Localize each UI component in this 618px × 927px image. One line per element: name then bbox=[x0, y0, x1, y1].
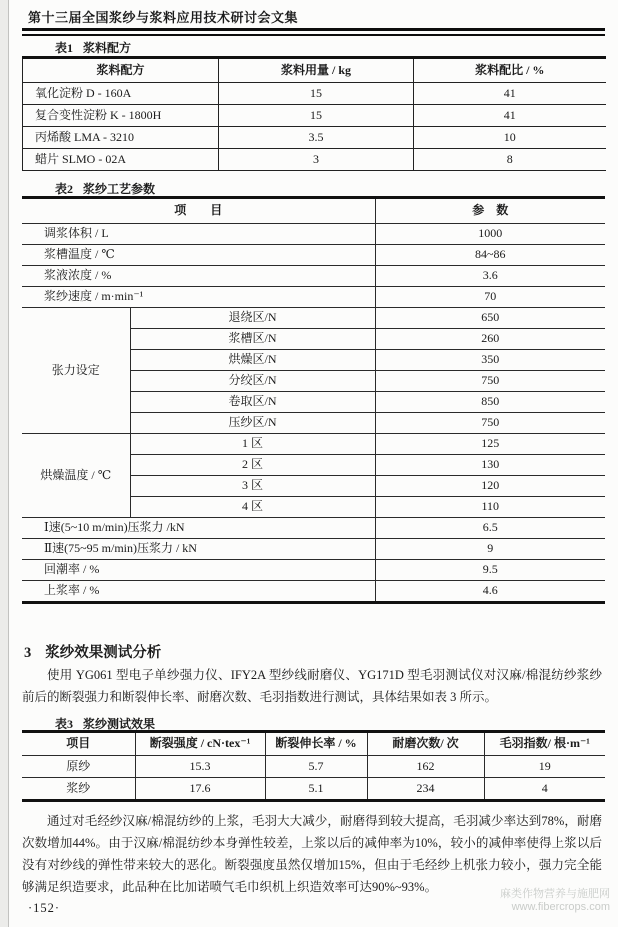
table2-item-cell: 浆液浓度 / % bbox=[22, 266, 375, 287]
table2-value-cell: 650 bbox=[375, 308, 605, 329]
section-title: 浆纱效果测试分析 bbox=[45, 645, 162, 661]
table2-group-label: 张力设定 bbox=[22, 308, 130, 434]
table2-subitem-cell: 卷取区/N bbox=[130, 392, 375, 413]
table2-subitem-cell: 压纱区/N bbox=[130, 413, 375, 434]
table-row bbox=[23, 58, 606, 83]
table2-caption-number: 表2 bbox=[55, 182, 74, 196]
table2-caption bbox=[55, 180, 155, 197]
table3-cell: 162 bbox=[367, 756, 484, 778]
table3-header-cell: 断裂伸长率 / % bbox=[265, 732, 367, 756]
test-results-table bbox=[22, 730, 605, 802]
table1-caption bbox=[55, 39, 131, 56]
table1-cell: 氧化淀粉 D - 160A bbox=[23, 83, 219, 105]
table2-caption-title: 浆纱工艺参数 bbox=[83, 182, 156, 196]
table2-subitem-cell: 烘燥区/N bbox=[130, 350, 375, 371]
table-row bbox=[22, 266, 605, 287]
table-row bbox=[22, 308, 605, 329]
table1-cell: 41 bbox=[414, 105, 606, 127]
table-row bbox=[23, 127, 606, 149]
section-heading bbox=[24, 641, 161, 662]
table2-item-cell: 回潮率 / % bbox=[22, 560, 375, 581]
table1-cell: 41 bbox=[414, 83, 606, 105]
table2-value-cell: 110 bbox=[375, 497, 605, 518]
table2-item-cell: 浆槽温度 / ℃ bbox=[22, 245, 375, 266]
table-row bbox=[23, 105, 606, 127]
page-number: ·152· bbox=[28, 901, 61, 915]
table2-value-cell: 70 bbox=[375, 287, 605, 308]
table3-cell: 5.7 bbox=[265, 756, 367, 778]
table2-header-cell: 项 目 bbox=[22, 198, 375, 224]
table3-header-cell: 耐磨次数/ 次 bbox=[367, 732, 484, 756]
table-row bbox=[22, 732, 605, 756]
watermark-site-url: www.fibercrops.com bbox=[511, 901, 610, 913]
table2-value-cell: 4.6 bbox=[375, 581, 605, 603]
table1-cell: 复合变性淀粉 K - 1800H bbox=[23, 105, 219, 127]
table2-subitem-cell: 浆槽区/N bbox=[130, 329, 375, 350]
table1-cell: 蜡片 SLMO - 02A bbox=[23, 149, 219, 171]
closing-paragraph: 通过对毛经纱汉麻/棉混纺纱的上浆，毛羽大大减少，耐磨得到较大提高，毛羽减少率达到78%，耐磨次数增加44%。由于汉麻/棉混纺纱本身弹性较差，上浆以后的减伸率为10%，较小的减伸率使得上浆以后没有对纱线的弹性带来较大的恶化。断裂强度虽然仅增加15%，但由于毛经纱上机张力较小，强力完全能够满足织造要求，此品种在比加诺喷气毛巾织机上织造效率可达90%~93%。 bbox=[22, 814, 602, 894]
table1-cell: 丙烯酸 LMA - 3210 bbox=[23, 127, 219, 149]
table3-cell: 浆纱 bbox=[66, 780, 91, 795]
table1-cell: 8 bbox=[414, 149, 606, 171]
table1-cell: 15 bbox=[219, 83, 414, 105]
section-number: 3 bbox=[24, 645, 32, 661]
table3-caption-title: 浆纱测试效果 bbox=[83, 717, 156, 731]
table3-header-cell: 断裂强度 / cN·tex⁻¹ bbox=[135, 732, 265, 756]
table-row bbox=[22, 518, 605, 539]
watermark bbox=[500, 888, 610, 914]
table1-cell: 3 bbox=[219, 149, 414, 171]
table2-item-cell: 上浆率 / % bbox=[44, 583, 100, 598]
table3-caption-number: 表3 bbox=[55, 717, 74, 731]
table2-item-cell: 调浆体积 / L bbox=[22, 224, 375, 245]
table-row bbox=[22, 224, 605, 245]
table1-cell: 10 bbox=[414, 127, 606, 149]
table1-header-cell: 浆料用量 / kg bbox=[219, 58, 414, 83]
table-row bbox=[22, 539, 605, 560]
table3-cell: 17.6 bbox=[135, 778, 265, 801]
table2-value-cell: 750 bbox=[375, 371, 605, 392]
table1-caption-number: 表1 bbox=[55, 41, 74, 55]
table2-item-cell: Ⅱ速(75~95 m/min)压浆力 / kN bbox=[22, 539, 375, 560]
table2-group-label: 烘燥温度 / ℃ bbox=[22, 434, 130, 518]
scan-edge-artifact bbox=[0, 0, 9, 927]
watermark-site-name: 麻类作物营养与施肥网 bbox=[500, 888, 610, 900]
table1-cell: 15 bbox=[219, 105, 414, 127]
process-parameters-table bbox=[22, 196, 605, 604]
table2-subitem-cell: 分绞区/N bbox=[130, 371, 375, 392]
table1-header-cell: 浆料配方 bbox=[23, 58, 219, 83]
table3-cell: 234 bbox=[367, 778, 484, 801]
table-row bbox=[22, 560, 605, 581]
section-paragraph: 使用 YG061 型电子单纱强力仪、IFY2A 型纱线耐磨仪、YG171D 型毛羽测试仪对汉麻/棉混纺纱浆纱前后的断裂强力和断裂伸长率、耐磨次数、毛羽指数进行测试，具体结果如表 3 所示。 bbox=[22, 668, 602, 704]
table-row bbox=[22, 287, 605, 308]
table3-cell: 5.1 bbox=[265, 778, 367, 801]
table2-value-cell: 120 bbox=[375, 476, 605, 497]
table2-item-cell: Ⅰ速(5~10 m/min)压浆力 /kN bbox=[22, 518, 375, 539]
table-row bbox=[22, 434, 605, 455]
table2-value-cell: 84~86 bbox=[375, 245, 605, 266]
table2-subitem-cell: 1 区 bbox=[130, 434, 375, 455]
sizing-formula-table bbox=[22, 56, 606, 171]
table2-value-cell: 130 bbox=[375, 455, 605, 476]
table3-cell: 原纱 bbox=[22, 756, 135, 778]
table-row bbox=[22, 756, 605, 778]
table1-caption-title: 浆料配方 bbox=[83, 41, 132, 55]
table2-value-cell: 9 bbox=[375, 539, 605, 560]
table3-header-cell: 毛羽指数/ 根·m⁻¹ bbox=[484, 732, 605, 756]
header-double-rule bbox=[22, 28, 605, 36]
table2-value-cell: 1000 bbox=[375, 224, 605, 245]
table3-cell: 19 bbox=[484, 756, 605, 778]
running-head: 第十三届全国浆纱与浆料应用技术研讨会文集 bbox=[28, 10, 299, 25]
table1-header-cell: 浆料配比 / % bbox=[414, 58, 606, 83]
table2-value-cell: 350 bbox=[375, 350, 605, 371]
table-row bbox=[23, 149, 606, 171]
table-row bbox=[22, 198, 605, 224]
table2-subitem-cell: 3 区 bbox=[130, 476, 375, 497]
table2-value-cell: 3.6 bbox=[375, 266, 605, 287]
table2-value-cell: 750 bbox=[375, 413, 605, 434]
table2-header-cell: 参 数 bbox=[375, 198, 605, 224]
table2-subitem-cell: 退绕区/N bbox=[130, 308, 375, 329]
table2-value-cell: 260 bbox=[375, 329, 605, 350]
table2-item-cell: 浆纱速度 / m·min⁻¹ bbox=[22, 287, 375, 308]
table2-value-cell: 850 bbox=[375, 392, 605, 413]
table2-subitem-cell: 4 区 bbox=[130, 497, 375, 518]
table-row bbox=[22, 581, 605, 603]
table3-cell: 4 bbox=[484, 778, 605, 801]
table2-value-cell: 125 bbox=[375, 434, 605, 455]
table2-value-cell: 6.5 bbox=[375, 518, 605, 539]
table-row bbox=[22, 778, 605, 801]
table3-header-cell: 项目 bbox=[22, 732, 135, 756]
table-row bbox=[23, 83, 606, 105]
table-row bbox=[22, 245, 605, 266]
table3-cell: 15.3 bbox=[135, 756, 265, 778]
table1-cell: 3.5 bbox=[219, 127, 414, 149]
table2-value-cell: 9.5 bbox=[375, 560, 605, 581]
table2-subitem-cell: 2 区 bbox=[130, 455, 375, 476]
